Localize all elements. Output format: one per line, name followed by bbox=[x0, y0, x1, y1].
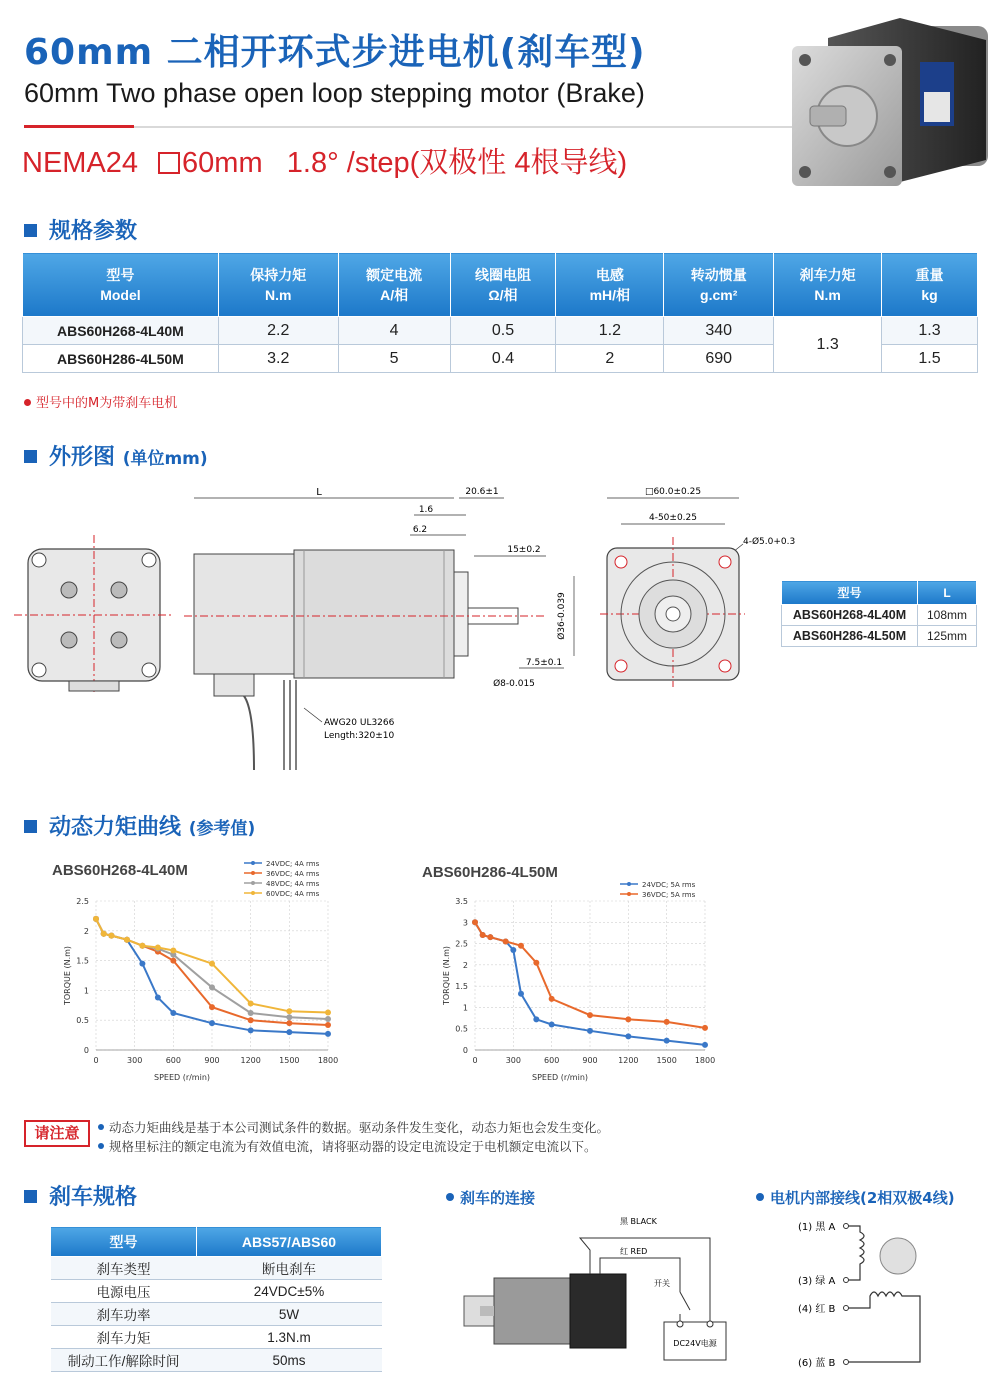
x-tick-label: 900 bbox=[582, 1056, 598, 1065]
flange-view-drawing bbox=[605, 482, 796, 692]
wire-a-label: (1) 黑 A bbox=[798, 1222, 836, 1233]
torque-cell: 3.2 bbox=[218, 345, 338, 373]
current-cell: 4 bbox=[338, 317, 450, 345]
y-tick-label: 2.5 bbox=[76, 897, 89, 906]
wire-length-label: Length:320±10 bbox=[324, 731, 395, 741]
dim-4-50-label: 4-50±0.25 bbox=[648, 513, 698, 523]
model-cell: ABS60H268-4L40M bbox=[23, 317, 219, 345]
wire-black-label: 黑 BLACK bbox=[620, 1217, 657, 1226]
y-tick-label: 0 bbox=[462, 1046, 468, 1055]
dim-sq60-label: □60.0±0.25 bbox=[644, 487, 702, 497]
model-cell: ABS60H286-4L50M bbox=[23, 345, 219, 373]
dim-20-label: 20.6±1 bbox=[465, 487, 499, 497]
x-tick-label: 1200 bbox=[240, 1056, 261, 1065]
step-angle: 1.8° /step(双极性 4根导线) bbox=[286, 147, 628, 179]
brake-col-header: ABS57/ABS60 bbox=[197, 1227, 382, 1257]
length-header-row bbox=[782, 581, 977, 605]
data-point bbox=[503, 938, 509, 944]
curve-section-title: 动态力矩曲线 (参考值) bbox=[24, 810, 255, 841]
table-row bbox=[51, 1257, 382, 1280]
x-tick-label: 1800 bbox=[694, 1056, 716, 1065]
data-point bbox=[518, 943, 524, 949]
data-point bbox=[139, 943, 145, 949]
dim-1-6-label: 1.6 bbox=[418, 505, 434, 515]
data-point bbox=[248, 1001, 254, 1007]
data-point bbox=[325, 1009, 331, 1015]
spec-table bbox=[22, 252, 978, 373]
torque-chart-1 bbox=[40, 855, 370, 1090]
dim-7-5-label: 7.5±0.1 bbox=[525, 658, 563, 668]
data-point bbox=[625, 1033, 631, 1039]
data-point bbox=[155, 995, 161, 1001]
y-tick-label: 3 bbox=[462, 918, 468, 928]
wire-abar-label: (3) 绿 A bbox=[798, 1276, 836, 1287]
data-point bbox=[170, 1010, 176, 1016]
power-label: DC24V电源 bbox=[673, 1339, 717, 1348]
brake-torque-cell: 1.3 bbox=[774, 317, 882, 373]
inductance-cell: 2 bbox=[556, 345, 664, 373]
length-col-header: L bbox=[918, 581, 977, 605]
y-tick-label: 0.5 bbox=[455, 1024, 468, 1034]
data-point bbox=[518, 991, 524, 997]
chart2-title: ABS60H286-4L50M bbox=[422, 864, 558, 881]
y-tick-label: 2 bbox=[462, 960, 468, 970]
data-point bbox=[587, 1028, 593, 1034]
table-row bbox=[51, 1303, 382, 1326]
y-axis-label: TORQUE (N.m) bbox=[442, 945, 451, 1006]
data-point bbox=[549, 1021, 555, 1027]
data-point bbox=[702, 1042, 708, 1048]
spec-col-header: 刹车力矩 N.m bbox=[774, 253, 882, 317]
dim-8-label: Ø8-0.015 bbox=[493, 679, 535, 689]
data-point bbox=[549, 996, 555, 1002]
y-tick-label: 1.5 bbox=[76, 956, 89, 966]
data-point bbox=[170, 958, 176, 964]
brake-spec-table bbox=[50, 1226, 382, 1372]
legend-entry: 48VDC; 4A rms bbox=[266, 880, 320, 888]
legend-entry: 60VDC; 4A rms bbox=[266, 890, 320, 898]
dim-15-label: 15±0.2 bbox=[507, 545, 541, 555]
bullet-icon bbox=[98, 1143, 104, 1149]
wiring-diagram bbox=[790, 1212, 990, 1382]
data-point bbox=[325, 1016, 331, 1022]
brake-label: 刹车功率 bbox=[51, 1303, 197, 1326]
data-point bbox=[170, 947, 176, 953]
x-axis-label: SPEED (r/min) bbox=[531, 1073, 589, 1082]
brake-value: 24VDC±5% bbox=[197, 1280, 382, 1303]
data-point bbox=[209, 1020, 215, 1026]
spec-col-header: 额定电流 A/相 bbox=[338, 253, 450, 317]
brake-conn-title: 刹车的连接 bbox=[446, 1187, 535, 1208]
attention-badge: 请注意 bbox=[24, 1120, 90, 1147]
spec-col-header: 型号 Model bbox=[23, 253, 219, 317]
y-tick-label: 2 bbox=[83, 926, 89, 936]
wire-bbar-label: (6) 蓝 B bbox=[798, 1358, 836, 1369]
table-row bbox=[51, 1280, 382, 1303]
bullet-icon bbox=[24, 399, 31, 406]
x-tick-label: 300 bbox=[127, 1056, 143, 1065]
dim-hole-label: 4-Ø5.0+0.3 bbox=[743, 537, 796, 547]
bullet-icon bbox=[756, 1193, 764, 1201]
square-bullet-icon bbox=[24, 450, 37, 463]
length-cell: 108mm bbox=[918, 605, 977, 626]
data-point bbox=[533, 960, 539, 966]
data-point bbox=[587, 1012, 593, 1018]
x-tick-label: 1200 bbox=[618, 1056, 639, 1065]
spec-section-title: 规格参数 bbox=[24, 214, 137, 245]
bullet-icon bbox=[98, 1124, 104, 1130]
brake-value: 5W bbox=[197, 1303, 382, 1326]
weight-cell: 1.3 bbox=[882, 317, 978, 345]
data-point bbox=[702, 1025, 708, 1031]
current-cell: 5 bbox=[338, 345, 450, 373]
weight-cell: 1.5 bbox=[882, 345, 978, 373]
legend-entry: 24VDC; 5A rms bbox=[642, 881, 696, 889]
x-tick-label: 0 bbox=[472, 1056, 478, 1065]
legend-entry: 24VDC; 4A rms bbox=[266, 860, 320, 868]
data-point bbox=[155, 944, 161, 950]
switch-label: 开关 bbox=[654, 1279, 670, 1288]
square-bullet-icon bbox=[24, 1190, 37, 1203]
brake-label: 制动工作/解除时间 bbox=[51, 1349, 197, 1372]
length-cell: 125mm bbox=[918, 626, 977, 647]
dim-section-title: 外形图 (单位mm) bbox=[24, 440, 208, 471]
legend-swatch-dot bbox=[251, 871, 255, 875]
table-row bbox=[782, 605, 977, 626]
data-point bbox=[209, 961, 215, 967]
data-point bbox=[325, 1031, 331, 1037]
wire-spec-label: AWG20 UL3266 bbox=[324, 718, 395, 728]
torque-cell: 2.2 bbox=[218, 317, 338, 345]
y-tick-label: 2.5 bbox=[455, 939, 468, 949]
dim-36-label: Ø36-0.039 bbox=[557, 592, 567, 640]
y-axis-label: TORQUE (N.m) bbox=[63, 945, 72, 1006]
square-bullet-icon bbox=[24, 224, 37, 237]
y-tick-label: 3.5 bbox=[455, 897, 468, 906]
brake-header-row bbox=[51, 1227, 382, 1257]
page-title: 60mm 二相开环式步进电机(刹车型) bbox=[24, 32, 646, 73]
dim-L-label: L bbox=[316, 487, 322, 498]
data-point bbox=[664, 1038, 670, 1044]
model-note: 型号中的M为带刹车电机 bbox=[24, 392, 177, 411]
data-point bbox=[480, 932, 486, 938]
x-tick-label: 1800 bbox=[317, 1056, 339, 1065]
attention-note-2: 规格里标注的额定电流为有效值电流，请将驱动器的设定电流设定于电机额定电流以下。 bbox=[98, 1137, 597, 1155]
x-tick-label: 300 bbox=[505, 1056, 521, 1065]
model-cell: ABS60H268-4L40M bbox=[782, 605, 918, 626]
data-point bbox=[472, 919, 478, 925]
x-tick-label: 600 bbox=[165, 1056, 181, 1065]
spec-col-header: 电感 mH/相 bbox=[556, 253, 664, 317]
y-tick-label: 0.5 bbox=[76, 1016, 89, 1026]
wire-b-label: (4) 红 B bbox=[798, 1304, 836, 1315]
length-col-header: 型号 bbox=[782, 581, 918, 605]
brake-value: 1.3N.m bbox=[197, 1326, 382, 1349]
y-tick-label: 1.5 bbox=[455, 982, 468, 992]
page-subtitle: 60mm Two phase open loop stepping motor (Brake) bbox=[24, 78, 645, 108]
data-point bbox=[124, 937, 130, 943]
chart1-title: ABS60H268-4L40M bbox=[52, 862, 188, 879]
square-bullet-icon bbox=[24, 820, 37, 833]
length-table bbox=[781, 580, 977, 647]
table-row bbox=[51, 1326, 382, 1349]
inductance-cell: 1.2 bbox=[556, 317, 664, 345]
legend-swatch-dot bbox=[251, 891, 255, 895]
brake-value: 50ms bbox=[197, 1349, 382, 1372]
data-point bbox=[139, 961, 145, 967]
spec-col-header: 线圈电阻 Ω/相 bbox=[450, 253, 556, 317]
front-view-drawing bbox=[24, 545, 164, 695]
legend-swatch-dot bbox=[627, 882, 631, 886]
brake-col-header: 型号 bbox=[51, 1227, 197, 1257]
data-point bbox=[248, 1027, 254, 1033]
attention-note-1: 动态力矩曲线是基于本公司测试条件的数据。驱动条件发生变化，动态力矩也会发生变化。 bbox=[98, 1118, 609, 1136]
wire-red-label: 红 RED bbox=[620, 1247, 648, 1256]
spec-col-header: 保持力矩 N.m bbox=[218, 253, 338, 317]
data-point bbox=[487, 934, 493, 940]
data-point bbox=[286, 1008, 292, 1014]
data-point bbox=[286, 1020, 292, 1026]
motor-photo bbox=[780, 10, 990, 190]
spec-col-header: 重量 kg bbox=[882, 253, 978, 317]
y-tick-label: 1 bbox=[462, 1003, 468, 1013]
data-point bbox=[625, 1016, 631, 1022]
data-point bbox=[93, 916, 99, 922]
table-row bbox=[23, 317, 978, 345]
y-tick-label: 0 bbox=[83, 1046, 89, 1055]
legend-entry: 36VDC; 4A rms bbox=[266, 870, 320, 878]
model-cell: ABS60H286-4L50M bbox=[782, 626, 918, 647]
data-point bbox=[533, 1016, 539, 1022]
x-tick-label: 1500 bbox=[656, 1056, 677, 1065]
brake-connection-diagram bbox=[460, 1210, 740, 1385]
spec-col-header: 转动惯量 g.cm² bbox=[664, 253, 774, 317]
y-tick-label: 1 bbox=[83, 986, 89, 996]
x-tick-label: 0 bbox=[93, 1056, 99, 1065]
nema-line bbox=[22, 140, 627, 181]
bullet-icon bbox=[446, 1193, 454, 1201]
data-point bbox=[248, 1017, 254, 1023]
wiring-title: 电机内部接线(2相双极4线) bbox=[756, 1187, 955, 1208]
brake-label: 电源电压 bbox=[51, 1280, 197, 1303]
legend-swatch-dot bbox=[251, 861, 255, 865]
torque-chart-2 bbox=[420, 870, 720, 1092]
brake-label: 刹车力矩 bbox=[51, 1326, 197, 1349]
data-point bbox=[325, 1022, 331, 1028]
table-row bbox=[782, 626, 977, 647]
x-tick-label: 900 bbox=[204, 1056, 220, 1065]
data-point bbox=[101, 931, 107, 937]
data-point bbox=[209, 984, 215, 990]
x-axis-label: SPEED (r/min) bbox=[153, 1073, 211, 1082]
brake-section-title: 刹车规格 bbox=[24, 1180, 137, 1211]
x-tick-label: 1500 bbox=[279, 1056, 300, 1065]
data-point bbox=[108, 933, 114, 939]
dim-6-2-label: 6.2 bbox=[412, 525, 428, 535]
title-divider-accent bbox=[24, 125, 134, 128]
spec-header-row bbox=[23, 253, 978, 317]
resistance-cell: 0.4 bbox=[450, 345, 556, 373]
legend-swatch-dot bbox=[627, 892, 631, 896]
square-icon bbox=[158, 152, 180, 174]
data-point bbox=[248, 1010, 254, 1016]
data-point bbox=[209, 1004, 215, 1010]
brake-value: 断电刹车 bbox=[197, 1257, 382, 1280]
inertia-cell: 690 bbox=[664, 345, 774, 373]
nema-size: NEMA24 bbox=[22, 147, 139, 179]
side-view-drawing bbox=[184, 480, 584, 780]
legend-entry: 36VDC; 5A rms bbox=[642, 891, 696, 899]
frame-size: 60mm bbox=[182, 147, 263, 179]
inertia-cell: 340 bbox=[664, 317, 774, 345]
title-divider bbox=[24, 126, 799, 128]
data-point bbox=[510, 947, 516, 953]
table-row bbox=[51, 1349, 382, 1372]
brake-label: 刹车类型 bbox=[51, 1257, 197, 1280]
resistance-cell: 0.5 bbox=[450, 317, 556, 345]
data-point bbox=[286, 1014, 292, 1020]
legend-swatch-dot bbox=[251, 881, 255, 885]
data-point bbox=[664, 1019, 670, 1025]
x-tick-label: 600 bbox=[544, 1056, 560, 1065]
data-point bbox=[286, 1029, 292, 1035]
